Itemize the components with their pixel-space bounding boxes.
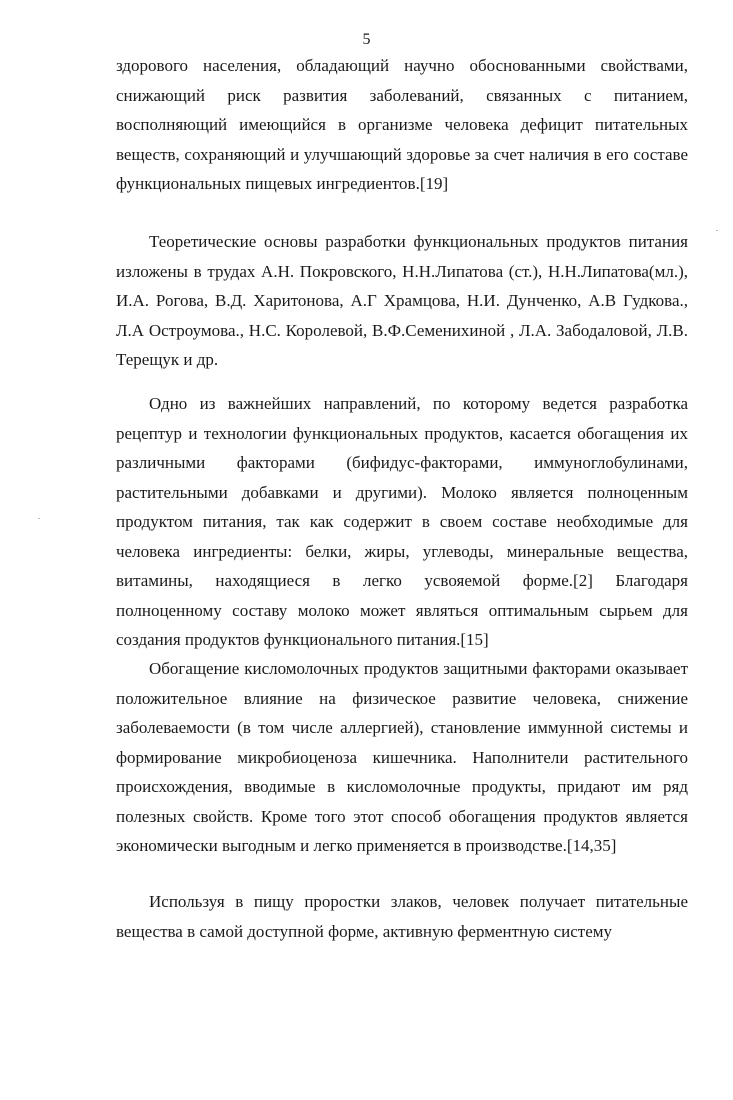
scan-speck bbox=[38, 518, 40, 519]
paragraph-theoretical-foundations: Теоретические основы разработки функциональных продуктов питания изложены в трудах А.Н. Покровского, Н.Н.Липатова (ст.), Н.Н.Липатова(мл.), И.А. Рогова, В.Д. Харитонова, А.Г Храмцова, Н.И. Дунченко, А.В Гудкова., Л.А Остроумова., Н.С. Королевой, В.Ф.Семенихиной , Л.А. Забодаловой, Л.В. Терещук и др. bbox=[116, 232, 688, 369]
paragraph-functional-product-definition: здорового населения, обладающий научно обоснованными свойствами, снижающий риск развития заболеваний, связанных с питанием, восполняющий имеющийся в организме человека дефицит питательных веществ, сохраняющий и улучшающий здоровье за счет наличия в его составе функциональных пищевых ингредиентов.[19] bbox=[116, 56, 688, 193]
scan-speck bbox=[716, 230, 718, 231]
paragraph-enrichment-directions: Одно из важнейших направлений, по которому ведется разработка рецептур и технологии функциональных продуктов, касается обогащения их различными факторами (бифидус-факторами, иммуноглобулинами, растительными добавками и другими). Молоко является полноценным продуктом питания, так как содержит в своем составе необходимые для человека ингредиенты: белки, жиры, углеводы, минеральные вещества, витамины, находящиеся в легко усвояемой форме.[2] Благодаря полноценному составу молоко может являться оптимальным сырьем для создания продуктов функционального питания.[15] bbox=[116, 394, 688, 649]
paragraph-cereal-sprouts: Используя в пищу проростки злаков, человек получает питательные вещества в самой доступной форме, активную ферментную систему bbox=[116, 892, 688, 941]
paragraph-fermented-milk-enrichment: Обогащение кисломолочных продуктов защитными факторами оказывает положительное влияние на физическое развитие человека, снижение заболеваемости (в том числе аллергией), становление иммунной системы и формирование микробиоценоза кишечника. Наполнители растительного происхождения, вводимые в кисломолочные продукты, придают им ряд полезных свойств. Кроме того этот способ обогащения продуктов является экономически выгодным и легко применяется в производстве.[14,35] bbox=[116, 659, 688, 855]
page-number: 5 bbox=[362, 31, 371, 48]
